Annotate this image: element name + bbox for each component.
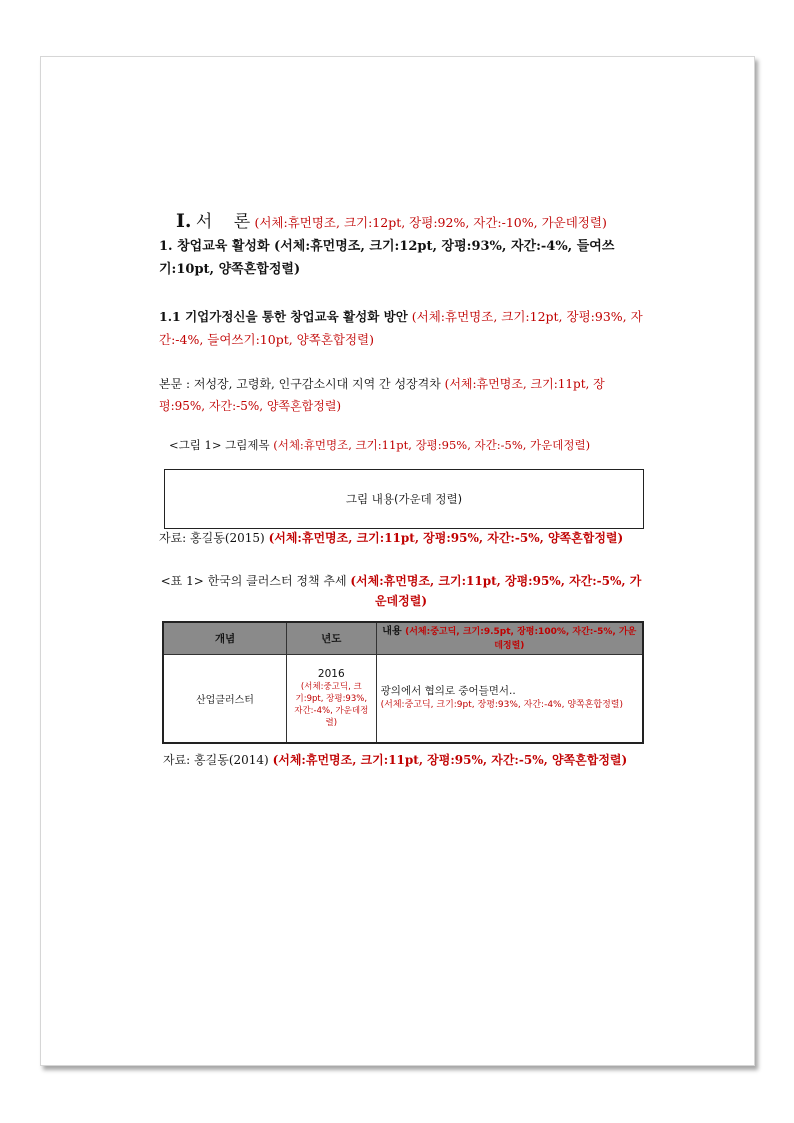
chapter-title-part-1: 서 bbox=[195, 212, 213, 232]
body-paragraph bbox=[159, 373, 649, 417]
cell-content-note: (서체:중고딕, 크기:9pt, 장평:93%, 자간:-4%, 양쪽혼합정렬) bbox=[380, 700, 623, 711]
cell-year-note: (서체:중고딕, 크기:9pt, 장평:93%, 자간:-4%, 가운데정렬) bbox=[294, 681, 369, 728]
table-caption-text: <표 1> 한국의 클러스터 정책 추세 bbox=[160, 574, 347, 588]
figure-caption bbox=[169, 437, 590, 453]
table-source bbox=[163, 751, 627, 768]
body-text: 본문 : 저성장, 고령화, 인구감소시대 지역 간 성장격차 bbox=[159, 377, 441, 391]
cell-concept: 산업클러스터 bbox=[163, 655, 286, 743]
figure-caption-text: <그림 1> 그림제목 bbox=[169, 438, 270, 452]
figure-box bbox=[164, 469, 644, 529]
chapter-format-note: (서체:휴먼명조, 크기:12pt, 장평:92%, 자간:-10%, 가운데정렬) bbox=[254, 215, 607, 230]
cell-content bbox=[376, 655, 643, 743]
chapter-title-part-2: 론 bbox=[233, 212, 251, 232]
table-source-note: (서체:휴먼명조, 크기:11pt, 장평:95%, 자간:-5%, 양쪽혼합정렬) bbox=[272, 753, 628, 767]
chapter-number: Ⅰ. bbox=[176, 210, 192, 232]
header-content-label: 내용 bbox=[382, 625, 402, 637]
table-row bbox=[163, 655, 643, 743]
body-format-note: (서체:휴먼명조, 크기:11pt, 장평:95%, 자간:-5%, 양쪽혼합정렬) bbox=[159, 377, 605, 413]
subsection-heading bbox=[159, 305, 649, 351]
table-caption-note: (서체:휴먼명조, 크기:11pt, 장평:95%, 자간:-5%, 가운데정렬) bbox=[350, 574, 642, 608]
header-content-note: (서체:중고딕, 크기:9.5pt, 장평:100%, 자간:-5%, 가운데정렬) bbox=[405, 626, 637, 651]
table-source-text: 자료: 홍길동(2014) bbox=[163, 753, 269, 767]
table-caption bbox=[159, 571, 643, 611]
figure-source-text: 자료: 홍길동(2015) bbox=[159, 531, 265, 545]
subsection-format-note: (서체:휴먼명조, 크기:12pt, 장평:93%, 자간:-4%, 들여쓰기:10pt, 양쪽혼합정렬) bbox=[159, 309, 643, 347]
chapter-heading bbox=[176, 207, 607, 232]
figure-source-note: (서체:휴먼명조, 크기:11pt, 장평:95%, 자간:-5%, 양쪽혼합정렬) bbox=[268, 531, 624, 545]
cell-year bbox=[286, 655, 376, 743]
header-concept: 개념 bbox=[163, 622, 286, 655]
document-page bbox=[40, 56, 755, 1066]
subsection-title: 1.1 기업가정신을 통한 창업교육 활성화 방안 bbox=[159, 309, 408, 324]
figure-source bbox=[159, 529, 623, 546]
header-year: 년도 bbox=[286, 622, 376, 655]
cluster-policy-table bbox=[162, 621, 644, 744]
cell-year-value: 2016 bbox=[317, 667, 345, 680]
figure-caption-note: (서체:휴먼명조, 크기:11pt, 장평:95%, 자간:-5%, 가운데정렬) bbox=[273, 438, 591, 452]
header-content bbox=[376, 622, 643, 655]
table-header-row bbox=[163, 622, 643, 655]
figure-content: 그림 내용(가운데 정렬) bbox=[345, 492, 463, 506]
section-heading: 1. 창업교육 활성화 (서체:휴먼명조, 크기:12pt, 장평:93%, 자간:-4%, 들여쓰기:10pt, 양쪽혼합정렬) bbox=[159, 239, 615, 277]
cell-content-text: 광의에서 협의로 중어들면서.. bbox=[380, 685, 516, 698]
